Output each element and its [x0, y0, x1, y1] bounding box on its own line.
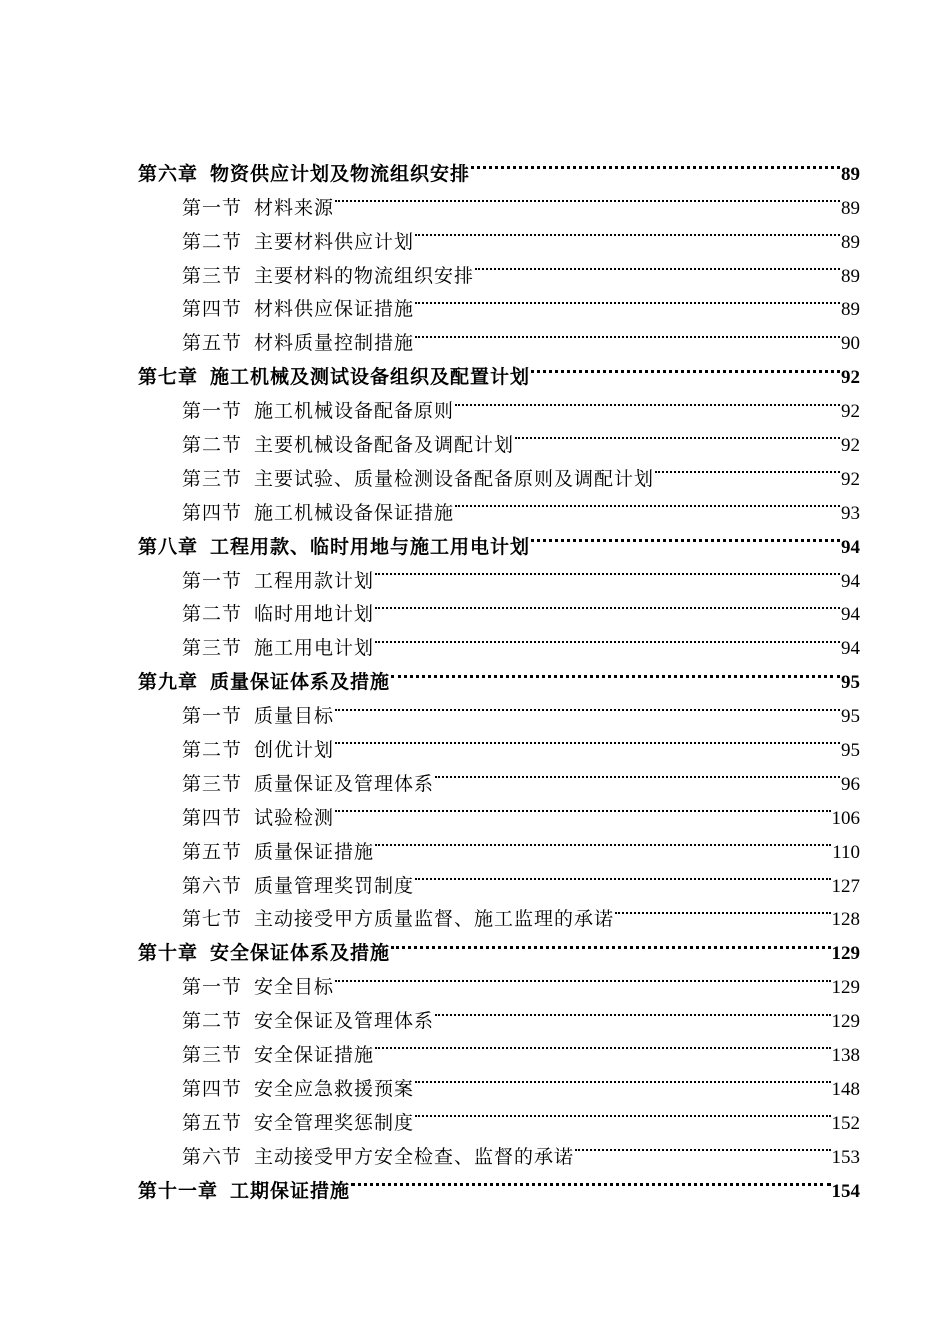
toc-entry-label: [182, 971, 334, 1005]
toc-entry-number: 第二节: [182, 1010, 243, 1033]
toc-entry-label: [182, 226, 414, 260]
toc-leader-dots: [475, 248, 840, 282]
toc-entry-title: 创优计划: [254, 739, 335, 762]
toc-entry-label: [182, 734, 334, 768]
toc-entry-title: 施工机械设备保证措施: [254, 501, 455, 524]
toc-entry-number: 第十章: [138, 942, 199, 965]
toc-leader-dots: [375, 587, 840, 621]
toc-entry-title: 质量保证措施: [254, 840, 375, 863]
toc-leader-dots: [351, 1163, 830, 1197]
toc-entry-label: [182, 327, 414, 361]
toc-entry-number: 第四节: [182, 1077, 243, 1100]
toc-page-number: 92: [841, 367, 860, 389]
toc-page-number: 95: [841, 740, 860, 762]
toc-page-number: 152: [831, 1112, 860, 1134]
toc-entry-label: [182, 293, 414, 327]
toc-page-number: 89: [841, 265, 860, 287]
toc-entry-number: 第四节: [182, 806, 243, 829]
toc-entry-number: 第五节: [182, 1111, 243, 1134]
toc-leader-dots: [415, 1095, 830, 1129]
toc-entry-number: 第一节: [182, 196, 243, 219]
toc-entry-number: 第六章: [138, 162, 199, 185]
toc-leader-dots: [375, 620, 840, 654]
toc-entry-number: 第七章: [138, 366, 199, 389]
toc-entry-number: 第一节: [182, 705, 243, 728]
toc-page-number: 129: [831, 1011, 860, 1033]
toc-entry-label: [182, 1107, 414, 1141]
toc-leader-dots: [335, 180, 840, 214]
toc-entry-title: 物资供应计划及物流组织安排: [210, 162, 471, 185]
toc-entry-title: 主要试验、质量检测设备配备原则及调配计划: [254, 467, 655, 490]
toc-entry-title: 临时用地计划: [254, 603, 375, 626]
toc-page-number: 89: [841, 299, 860, 321]
toc-page-number: 92: [841, 435, 860, 457]
toc-entry-label: [182, 598, 374, 632]
toc-leader-dots: [455, 383, 840, 417]
toc-leader-dots: [415, 1061, 830, 1095]
toc-chapter-entry[interactable]: [138, 146, 860, 185]
toc-leader-dots: [415, 214, 840, 248]
toc-entry-number: 第五节: [182, 840, 243, 863]
toc-entry-number: 第六节: [182, 874, 243, 897]
toc-entry-number: 第三节: [182, 467, 243, 490]
toc-page-number: 94: [841, 638, 860, 660]
toc-entry-title: 材料供应保证措施: [254, 298, 415, 321]
toc-leader-dots: [391, 925, 830, 959]
toc-entry-label: [182, 192, 334, 226]
toc-leader-dots: [531, 349, 840, 383]
toc-entry-label: [182, 1073, 414, 1107]
toc-entry-number: 第三节: [182, 772, 243, 795]
toc-entry-label: [182, 395, 454, 429]
toc-leader-dots: [655, 451, 840, 485]
toc-page-number: 96: [841, 773, 860, 795]
toc-leader-dots: [575, 1129, 830, 1163]
toc-leader-dots: [435, 756, 840, 790]
toc-entry-title: 质量管理奖罚制度: [254, 874, 415, 897]
toc-entry-label: [182, 429, 514, 463]
toc-entry-number: 第三节: [182, 1044, 243, 1067]
toc-entry-title: 安全应急救援预案: [254, 1077, 415, 1100]
toc-leader-dots: [455, 485, 840, 519]
toc-entry-number: 第六节: [182, 1145, 243, 1168]
toc-leader-dots: [335, 722, 840, 756]
toc-leader-dots: [515, 417, 840, 451]
toc-leader-dots: [415, 858, 830, 892]
toc-entry-title: 试验检测: [254, 806, 335, 829]
toc-entry-title: 主要材料的物流组织安排: [254, 264, 475, 287]
toc-entry-title: 工程用款、临时用地与施工用电计划: [210, 535, 531, 558]
toc-leader-dots: [335, 959, 830, 993]
toc-entry-title: 工程用款计划: [254, 569, 375, 592]
toc-entry-number: 第七节: [182, 908, 243, 931]
toc-entry-label: [182, 1039, 374, 1073]
toc-entry-number: 第一节: [182, 569, 243, 592]
toc-page-number: 153: [831, 1146, 860, 1168]
toc-page-number: 148: [831, 1078, 860, 1100]
toc-entry-title: 施工用电计划: [254, 637, 375, 660]
toc-page-number: 92: [841, 401, 860, 423]
toc-entry-label: [182, 870, 414, 904]
toc-entry-title: 主要材料供应计划: [254, 230, 415, 253]
toc-leader-dots: [435, 993, 830, 1027]
toc-entry-title: 主动接受甲方质量监督、施工监理的承诺: [254, 908, 615, 931]
toc-leader-dots: [335, 688, 840, 722]
toc-page-number: 110: [832, 841, 860, 863]
toc-entry-number: 第八章: [138, 535, 199, 558]
toc-entry-title: 质量保证体系及措施: [210, 671, 391, 694]
toc-entry-number: 第一节: [182, 400, 243, 423]
toc-leader-dots: [615, 892, 830, 926]
toc-entry-label: [182, 497, 454, 531]
toc-leader-dots: [335, 790, 830, 824]
toc-leader-dots: [471, 146, 840, 180]
toc-leader-dots: [531, 519, 840, 553]
toc-entry-label: [182, 565, 374, 599]
toc-page-number: 89: [841, 231, 860, 253]
toc-entry-number: 第五节: [182, 332, 243, 355]
toc-page-number: 95: [841, 706, 860, 728]
toc-page-number: 93: [841, 502, 860, 524]
toc-leader-dots: [375, 1027, 830, 1061]
toc-entry-title: 工期保证措施: [230, 1179, 351, 1202]
toc-page-number: 94: [841, 536, 860, 558]
toc-entry-title: 质量目标: [254, 705, 335, 728]
toc-page-number: 94: [841, 604, 860, 626]
toc-entry-label: [138, 1175, 350, 1209]
toc-entry-label: [182, 802, 334, 836]
toc-entry-number: 第一节: [182, 976, 243, 999]
toc-entry-title: 安全管理奖惩制度: [254, 1111, 415, 1134]
toc-entry-number: 第四节: [182, 501, 243, 524]
toc-page-number: 90: [841, 333, 860, 355]
toc-entry-label: [182, 700, 334, 734]
toc-entry-number: 第九章: [138, 671, 199, 694]
toc-entry-label: [182, 632, 374, 666]
toc-entry-title: 主动接受甲方安全检查、监督的承诺: [254, 1145, 575, 1168]
toc-entry-title: 安全保证及管理体系: [254, 1010, 435, 1033]
toc-page-number: 127: [831, 875, 860, 897]
toc-page-number: 154: [831, 1180, 860, 1202]
toc-leader-dots: [375, 824, 831, 858]
toc-entry-title: 施工机械设备配备原则: [254, 400, 455, 423]
toc-entry-title: 质量保证及管理体系: [254, 772, 435, 795]
toc-entry-title: 安全保证体系及措施: [210, 942, 391, 965]
table-of-contents: [138, 146, 860, 1202]
toc-entry-title: 施工机械及测试设备组织及配置计划: [210, 366, 531, 389]
toc-entry-number: 第十一章: [138, 1179, 219, 1202]
toc-page-number: 106: [831, 807, 860, 829]
toc-page-number: 94: [841, 570, 860, 592]
toc-page-number: 129: [831, 977, 860, 999]
toc-entry-title: 安全目标: [254, 976, 335, 999]
toc-leader-dots: [375, 553, 840, 587]
toc-page-number: 128: [831, 909, 860, 931]
toc-page-number: 129: [831, 943, 860, 965]
toc-leader-dots: [415, 282, 840, 316]
toc-entry-title: 材料来源: [254, 196, 335, 219]
toc-entry-number: 第二节: [182, 434, 243, 457]
toc-entry-number: 第二节: [182, 739, 243, 762]
toc-entry-number: 第四节: [182, 298, 243, 321]
toc-entry-title: 材料质量控制措施: [254, 332, 415, 355]
toc-leader-dots: [415, 315, 840, 349]
toc-page-number: 138: [831, 1045, 860, 1067]
toc-entry-number: 第二节: [182, 603, 243, 626]
toc-page-number: 92: [841, 468, 860, 490]
toc-page-number: 95: [841, 672, 860, 694]
toc-entry-title: 安全保证措施: [254, 1044, 375, 1067]
toc-entry-title: 主要机械设备配备及调配计划: [254, 434, 515, 457]
toc-entry-number: 第三节: [182, 637, 243, 660]
toc-entry-number: 第二节: [182, 230, 243, 253]
toc-entry-label: [182, 836, 374, 870]
toc-page-number: 89: [841, 163, 860, 185]
toc-page-number: 89: [841, 197, 860, 219]
toc-leader-dots: [391, 654, 840, 688]
toc-entry-number: 第三节: [182, 264, 243, 287]
